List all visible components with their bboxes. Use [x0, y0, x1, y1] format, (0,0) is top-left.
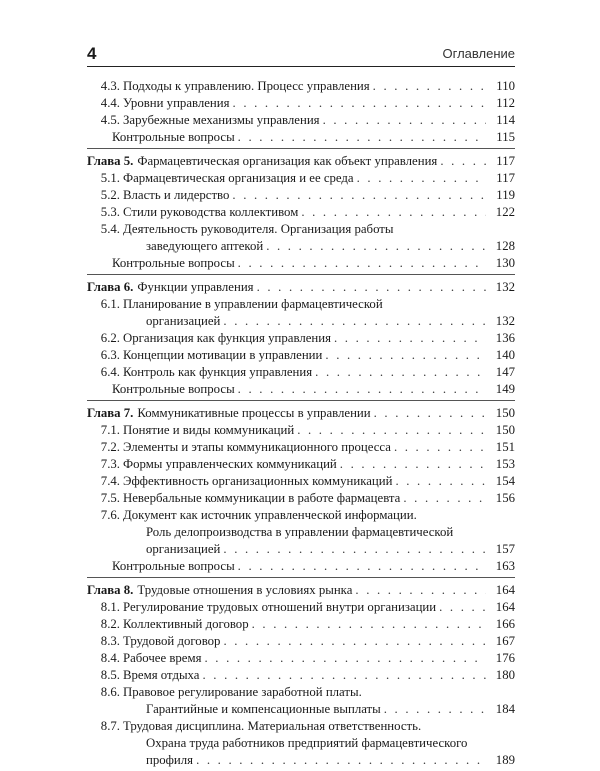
section-number: 7.1.: [100, 423, 120, 437]
toc-entry[interactable]: [87, 347, 515, 364]
toc-entry[interactable]: [87, 650, 515, 667]
toc-entry[interactable]: [87, 667, 515, 684]
dot-leader: [238, 129, 486, 146]
section-title: Деятельность руководителя. Организация работы: [123, 222, 394, 236]
section-title: Уровни управления: [123, 96, 230, 110]
section-title: Эффективность организационных коммуникаций: [123, 474, 393, 488]
section-title: Регулирование трудовых отношений внутри организации: [123, 600, 437, 614]
section-number: 4.4.: [100, 96, 120, 110]
dot-leader: [238, 255, 486, 272]
section-title: Контрольные вопросы: [112, 256, 235, 270]
dot-leader: [355, 582, 486, 599]
section-title-continued: Охрана труда работников предприятий фармацевтического: [146, 736, 468, 750]
page-ref: 115: [496, 130, 515, 144]
section-title: Невербальные коммуникации в работе фармацевта: [123, 491, 401, 505]
section-title-continued: Гарантийные и компенсационные выплаты: [146, 702, 381, 716]
section-title: Правовое регулирование заработной платы.: [123, 685, 362, 699]
section-title: Контрольные вопросы: [112, 382, 235, 396]
dot-leader: [315, 364, 486, 381]
section-number: 6.3.: [100, 348, 120, 362]
section-title: Трудовой договор: [123, 634, 221, 648]
section-number: 7.3.: [100, 457, 120, 471]
dot-leader: [440, 153, 486, 170]
section-number: 7.5.: [100, 491, 120, 505]
toc-entry[interactable]: [87, 473, 515, 490]
page-ref: 153: [495, 457, 515, 471]
toc-entry[interactable]: [87, 507, 515, 524]
section-title-continued: организацией: [146, 314, 221, 328]
dot-leader: [204, 650, 486, 667]
section-number: 6.4.: [100, 365, 120, 379]
dot-leader: [223, 313, 486, 330]
dot-leader: [223, 633, 486, 650]
section-title: Фармацевтическая организация и ее среда: [123, 171, 354, 185]
page-ref: 189: [495, 753, 515, 767]
toc-entry[interactable]: [87, 170, 515, 187]
section-number: 8.4.: [100, 651, 120, 665]
toc-chapter-block: [87, 149, 515, 275]
section-number: 5.1.: [100, 171, 120, 185]
page-ref: 184: [495, 702, 515, 716]
dot-leader: [323, 112, 486, 129]
section-title: Планирование в управлении фармацевтической: [123, 297, 383, 311]
page-ref: 157: [495, 542, 515, 556]
toc-entry[interactable]: [87, 364, 515, 381]
page-ref: 117: [496, 171, 515, 185]
section-number: 5.3.: [100, 205, 120, 219]
section-title: Контроль как функция управления: [123, 365, 313, 379]
toc-chapter-block: [87, 401, 515, 578]
toc-chapter-block: [87, 76, 515, 149]
chapter-title: Фармацевтическая организация как объект управления: [137, 154, 438, 168]
toc-entry[interactable]: [87, 439, 515, 456]
dot-leader: [357, 170, 486, 187]
header-rule: [87, 66, 515, 67]
dot-leader: [266, 238, 486, 255]
toc-entry[interactable]: [87, 112, 515, 129]
chapter-label: Глава 6.: [87, 280, 134, 294]
chapter-title: Функции управления: [137, 280, 254, 294]
dot-leader: [252, 616, 486, 633]
section-title-continued: профиля: [146, 753, 194, 767]
dot-leader: [439, 599, 486, 616]
toc-entry-continuation[interactable]: [87, 701, 515, 718]
section-number: 7.4.: [100, 474, 120, 488]
page-ref: 119: [496, 188, 515, 202]
toc-review-questions[interactable]: [87, 255, 515, 272]
page-number: 4: [87, 44, 97, 63]
dot-leader: [334, 330, 486, 347]
page-ref: 132: [495, 314, 515, 328]
section-number: 8.2.: [100, 617, 120, 631]
chapter-label: Глава 8.: [87, 583, 134, 597]
page-ref: 140: [495, 348, 515, 362]
toc-entry[interactable]: [87, 599, 515, 616]
toc-chapter-block: [87, 578, 515, 771]
toc-chapter-block: [87, 275, 515, 401]
dot-leader: [325, 347, 486, 364]
page-ref: 154: [495, 474, 515, 488]
dot-leader: [373, 78, 486, 95]
page-ref: 147: [495, 365, 515, 379]
chapter-label: Глава 7.: [87, 406, 134, 420]
toc-entry[interactable]: [87, 456, 515, 473]
toc-chapter-heading[interactable]: [87, 582, 515, 599]
toc-review-questions[interactable]: [87, 381, 515, 398]
dot-leader: [257, 279, 486, 296]
dot-leader: [196, 752, 486, 769]
page-ref: 117: [496, 154, 515, 168]
section-number: 4.3.: [100, 79, 120, 93]
toc-entry[interactable]: [87, 490, 515, 507]
section-number: 8.6.: [100, 685, 120, 699]
page-ref: 130: [495, 256, 515, 270]
section-title-continued: заведующего аптекой: [146, 239, 264, 253]
toc-entry[interactable]: [87, 78, 515, 95]
dot-leader: [384, 701, 486, 718]
section-title: Рабочее время: [123, 651, 202, 665]
page-ref: 149: [495, 382, 515, 396]
dot-leader: [202, 667, 486, 684]
section-number: 6.1.: [100, 297, 120, 311]
chapter-label: Глава 5.: [87, 154, 134, 168]
page-ref: 112: [496, 96, 515, 110]
section-number: 6.2.: [100, 331, 120, 345]
table-of-contents: [87, 76, 515, 771]
chapter-title: Трудовые отношения в условиях рынка: [137, 583, 353, 597]
page-ref: 176: [495, 651, 515, 665]
section-title: Контрольные вопросы: [112, 559, 235, 573]
page-ref: 150: [495, 406, 515, 420]
section-title: Трудовая дисциплина. Материальная ответственность.: [123, 719, 422, 733]
toc-entry[interactable]: [87, 221, 515, 238]
section-title: Зарубежные механизмы управления: [123, 113, 320, 127]
dot-leader: [238, 381, 486, 398]
section-number: 8.5.: [100, 668, 120, 682]
section-title: Стили руководства коллективом: [123, 205, 299, 219]
toc-entry[interactable]: [87, 204, 515, 221]
page-ref: 164: [495, 583, 515, 597]
toc-chapter-heading[interactable]: [87, 153, 515, 170]
toc-review-questions[interactable]: [87, 558, 515, 575]
page-ref: 151: [495, 440, 515, 454]
section-title-continued: организацией: [146, 542, 221, 556]
page-ref: 163: [495, 559, 515, 573]
toc-entry[interactable]: [87, 633, 515, 650]
section-title: Власть и лидерство: [123, 188, 230, 202]
toc-entry[interactable]: [87, 330, 515, 347]
section-title: Время отдыха: [123, 668, 200, 682]
section-title: Формы управленческих коммуникаций: [123, 457, 337, 471]
page-ref: 110: [496, 79, 515, 93]
page-ref: 132: [495, 280, 515, 294]
toc-entry[interactable]: [87, 296, 515, 313]
section-number: 5.2.: [100, 188, 120, 202]
running-title: Оглавление: [442, 46, 515, 61]
dot-leader: [374, 405, 486, 422]
section-number: 8.1.: [100, 600, 120, 614]
toc-entry[interactable]: [87, 422, 515, 439]
dot-leader: [403, 490, 486, 507]
section-title: Документ как источник управленческой информации.: [123, 508, 417, 522]
toc-entry[interactable]: [87, 95, 515, 112]
section-title: Организация как функция управления: [123, 331, 331, 345]
section-title: Концепции мотивации в управлении: [123, 348, 323, 362]
section-title: Подходы к управлению. Процесс управления: [123, 79, 370, 93]
dot-leader: [232, 187, 486, 204]
page-header: [87, 44, 515, 68]
toc-chapter-heading[interactable]: [87, 279, 515, 296]
page-ref: 180: [495, 668, 515, 682]
page-ref: 136: [495, 331, 515, 345]
page-ref: 122: [495, 205, 515, 219]
dot-leader: [340, 456, 486, 473]
section-title: Коллективный договор: [123, 617, 249, 631]
toc-entry-continuation[interactable]: [87, 238, 515, 255]
dot-leader: [297, 422, 486, 439]
toc-review-questions[interactable]: [87, 129, 515, 146]
section-number: 7.2.: [100, 440, 120, 454]
page-ref: 164: [495, 600, 515, 614]
dot-leader: [301, 204, 486, 221]
page-ref: 150: [495, 423, 515, 437]
toc-entry-continuation[interactable]: [87, 541, 515, 558]
toc-entry[interactable]: [87, 616, 515, 633]
toc-chapter-heading[interactable]: [87, 405, 515, 422]
page-ref: 167: [495, 634, 515, 648]
dot-leader: [223, 541, 486, 558]
dot-leader: [233, 95, 486, 112]
dot-leader: [395, 473, 486, 490]
dot-leader: [238, 558, 486, 575]
section-number: 8.7.: [100, 719, 120, 733]
section-number: 5.4.: [100, 222, 120, 236]
section-title: Элементы и этапы коммуникационного процесса: [123, 440, 391, 454]
toc-entry[interactable]: [87, 187, 515, 204]
page-ref: 166: [495, 617, 515, 631]
toc-entry[interactable]: [87, 684, 515, 701]
section-title-continued: Роль делопроизводства в управлении фармацевтической: [146, 525, 454, 539]
section-title: Понятие и виды коммуникаций: [123, 423, 295, 437]
section-title: Контрольные вопросы: [112, 130, 235, 144]
page-ref: 128: [495, 239, 515, 253]
section-number: 8.3.: [100, 634, 120, 648]
toc-entry[interactable]: [87, 718, 515, 735]
section-number: 4.5.: [100, 113, 120, 127]
toc-entry-continuation[interactable]: [87, 313, 515, 330]
page-ref: 156: [495, 491, 515, 505]
page-ref: 114: [496, 113, 515, 127]
toc-entry-continuation[interactable]: [87, 752, 515, 769]
dot-leader: [394, 439, 486, 456]
chapter-title: Коммуникативные процессы в управлении: [137, 406, 371, 420]
section-number: 7.6.: [100, 508, 120, 522]
